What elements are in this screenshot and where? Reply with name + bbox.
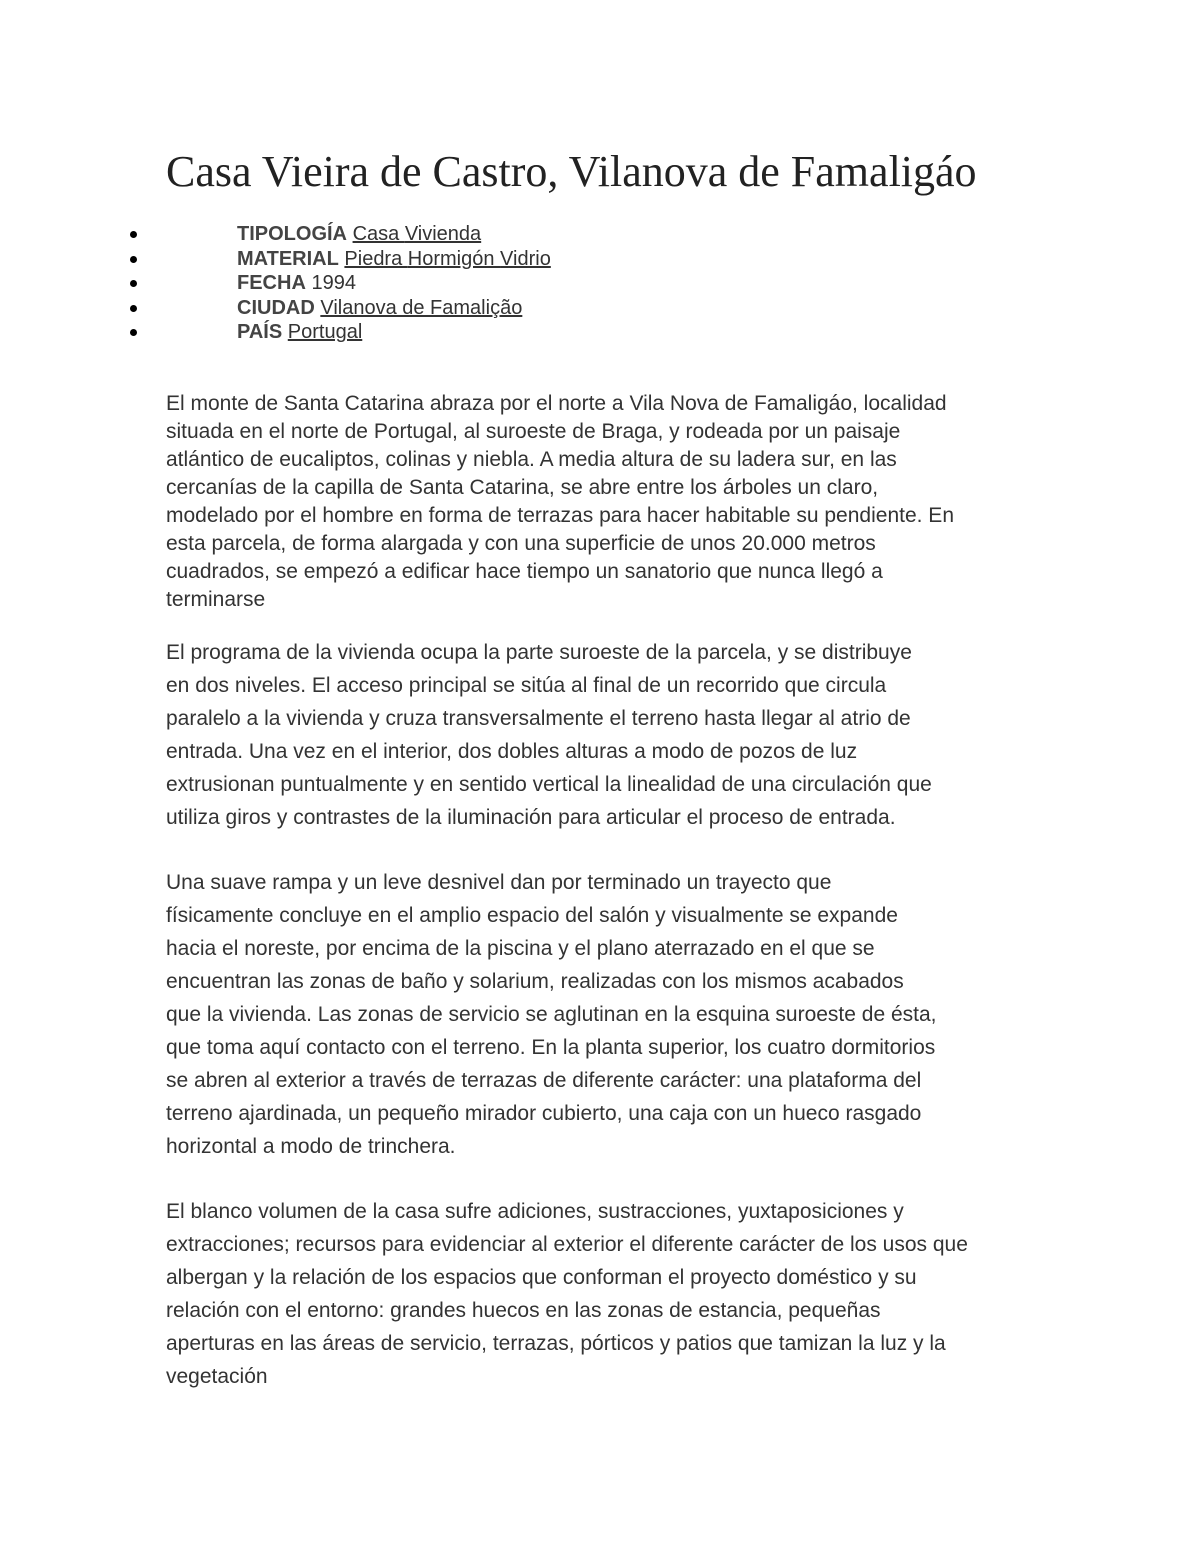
paragraph-line: extrusionan puntualmente y en sentido vertical la linealidad de una circulación que bbox=[166, 773, 932, 796]
paragraph-2 bbox=[166, 636, 1046, 834]
paragraph-line: entrada. Una vez en el interior, dos dobles alturas a modo de pozos de luz bbox=[166, 740, 858, 763]
paragraph-1 bbox=[166, 390, 1046, 614]
paragraph-line: se abren al exterior a través de terrazas de diferente carácter: una plataforma del bbox=[166, 1069, 922, 1092]
metadata-label: PAÍS bbox=[237, 321, 283, 343]
paragraph-line: hacia el noreste, por encima de la piscina y el plano aterrazado en el que se bbox=[166, 937, 875, 960]
link-piedra[interactable]: Piedra bbox=[344, 247, 408, 270]
paragraph-line: Una suave rampa y un leve desnivel dan por terminado un trayecto que bbox=[166, 871, 832, 894]
paragraph-line: extracciones; recursos para evidenciar al exterior el diferente carácter de los usos que bbox=[166, 1233, 968, 1256]
paragraph-line: terminarse bbox=[166, 588, 266, 611]
paragraph-line: encuentran las zonas de baño y solarium, realizadas con los mismos acabados bbox=[166, 970, 904, 993]
bullet-icon bbox=[130, 329, 137, 336]
paragraph-line: terreno ajardinada, un pequeño mirador cubierto, una caja con un hueco rasgado bbox=[166, 1102, 922, 1125]
link-ciudad[interactable]: Vilanova de Famalição bbox=[320, 296, 523, 319]
paragraph-line: El programa de la vivienda ocupa la parte suroeste de la parcela, y se distribuye bbox=[166, 641, 912, 664]
metadata-label: TIPOLOGÍA bbox=[237, 223, 347, 245]
paragraph-line: El blanco volumen de la casa sufre adiciones, sustracciones, yuxtaposiciones y bbox=[166, 1200, 904, 1223]
paragraph-line: relación con el entorno: grandes huecos en las zonas de estancia, pequeñas bbox=[166, 1299, 881, 1322]
bullet-icon bbox=[130, 256, 137, 263]
paragraph-line: albergan y la relación de los espacios que conforman el proyecto doméstico y su bbox=[166, 1266, 917, 1289]
paragraph-line: El monte de Santa Catarina abraza por el norte a Vila Nova de Famaligáo, localidad bbox=[166, 392, 947, 415]
metadata-label: CIUDAD bbox=[237, 296, 315, 319]
metadata-label: MATERIAL bbox=[237, 247, 339, 270]
bullet-icon bbox=[130, 305, 137, 312]
link-portugal[interactable]: Portugal bbox=[287, 321, 363, 343]
link-casa[interactable]: Casa bbox=[352, 223, 405, 245]
paragraph-line: aperturas en las áreas de servicio, terrazas, pórticos y patios que tamizan la luz y la bbox=[166, 1332, 946, 1355]
paragraph-4 bbox=[166, 1195, 1046, 1393]
paragraph-line: en dos niveles. El acceso principal se sitúa al final de un recorrido que circula bbox=[166, 674, 887, 697]
paragraph-line: cercanías de la capilla de Santa Catarina, se abre entre los árboles un claro, bbox=[166, 476, 879, 499]
paragraph-line: paralelo a la vivienda y cruza transversalmente el terreno hasta llegar al atrio de bbox=[166, 707, 911, 730]
paragraph-line: vegetación bbox=[166, 1365, 268, 1388]
paragraph-line: situada en el norte de Portugal, al suroeste de Braga, y rodeada por un paisaje bbox=[166, 420, 901, 443]
metadata-label: FECHA bbox=[237, 272, 306, 294]
paragraph-line: físicamente concluye en el amplio espacio del salón y visualmente se expande bbox=[166, 904, 898, 927]
link-hormigon[interactable]: Hormigón bbox=[407, 247, 501, 270]
paragraph-line: que toma aquí contacto con el terreno. En la planta superior, los cuatro dormitorios bbox=[166, 1036, 936, 1059]
paragraph-line: modelado por el hombre en forma de terrazas para hacer habitable su pendiente. En bbox=[166, 504, 954, 527]
paragraph-line: cuadrados, se empezó a edificar hace tiempo un sanatorio que nunca llegó a bbox=[166, 560, 883, 583]
paragraph-3 bbox=[166, 866, 1046, 1163]
paragraph-line: que la vivienda. Las zonas de servicio se aglutinan en la esquina suroeste de ésta, bbox=[166, 1003, 937, 1026]
paragraph-line: esta parcela, de forma alargada y con una superficie de unos 20.000 metros bbox=[166, 532, 876, 555]
link-vivienda[interactable]: Vivienda bbox=[404, 223, 482, 245]
bullet-icon bbox=[130, 280, 137, 287]
bullet-icon bbox=[130, 231, 137, 238]
paragraph-line: utiliza giros y contrastes de la iluminación para articular el proceso de entrada. bbox=[166, 806, 896, 829]
metadata-value-fecha: 1994 bbox=[311, 272, 356, 294]
paragraph-line: horizontal a modo de trinchera. bbox=[166, 1135, 456, 1158]
link-vidrio[interactable]: Vidrio bbox=[500, 247, 551, 270]
paragraph-line: atlántico de eucaliptos, colinas y niebla. A media altura de su ladera sur, en las bbox=[166, 448, 897, 471]
page-title: Casa Vieira de Castro, Vilanova de Famaligáo bbox=[166, 147, 977, 196]
